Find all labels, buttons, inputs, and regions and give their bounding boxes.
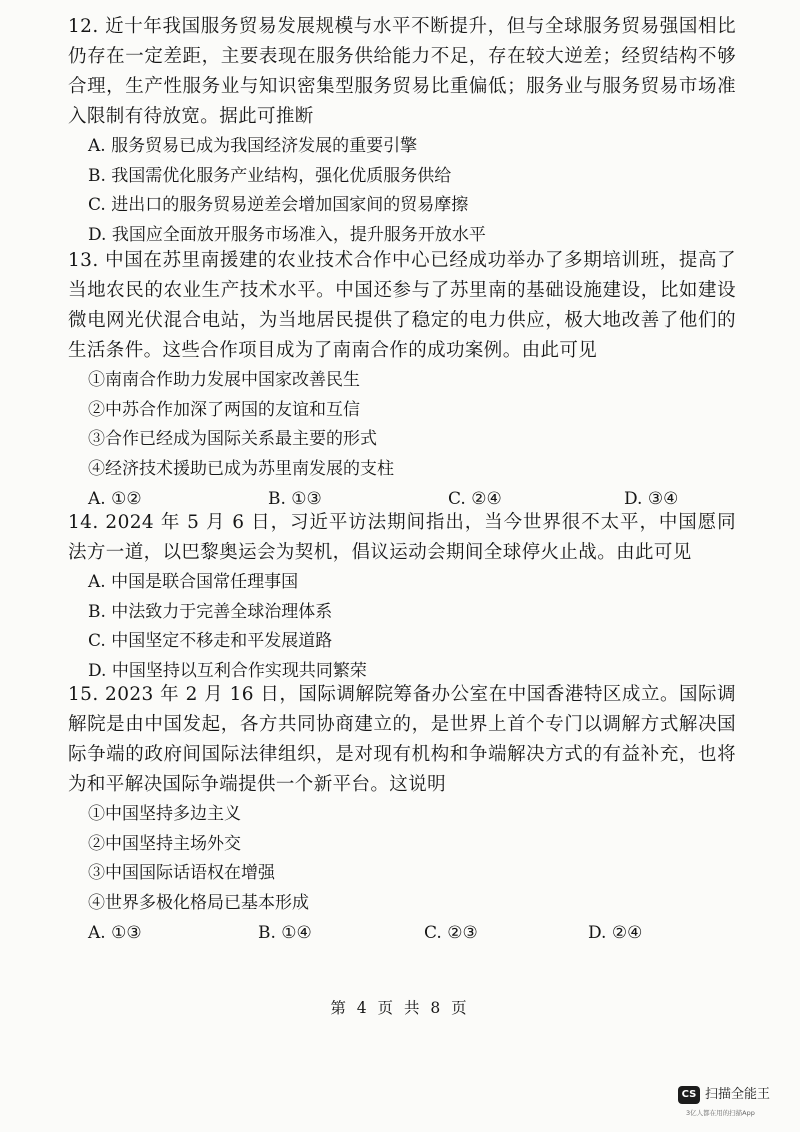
choice-d: D. ②④: [588, 923, 643, 943]
watermark-slogan: 3亿人都在用的扫描App: [686, 1109, 755, 1117]
option-b: B. 中法致力于完善全球治理体系: [88, 601, 333, 622]
scanner-watermark: [678, 1082, 788, 1122]
statement-4: ④世界多极化格局已基本形成: [88, 892, 309, 913]
option-a: A. 服务贸易已成为我国经济发展的重要引擎: [88, 136, 418, 156]
statement-1: ①南南合作助力发展中国家改善民生: [88, 370, 360, 390]
statement-1: ①中国坚持多边主义: [88, 804, 241, 824]
question-stem: 13. 中国在苏里南援建的农业技术合作中心已经成功举办了多期培训班，提高了当地农民的农业生产技术水平。中国还参与了苏里南的基础设施建设，比如建设微电网光伏混合电站，为当地居民提供了稳定的电力供应，极大地改善了他们的生活条件。这些合作项目成为了南南合作的成功案例。由此可见: [68, 250, 736, 361]
option-c: C. 中国坚定不移走和平发展道路: [88, 631, 333, 651]
option-b: B. 我国需优化服务产业结构，强化优质服务供给: [88, 165, 452, 186]
statement-2: ②中国坚持主场外交: [88, 833, 241, 854]
option-d: D. 中国坚持以互利合作实现共同繁荣: [88, 660, 367, 681]
question-stem: 15. 2023 年 2 月 16 日，国际调解院筹备办公室在中国香港特区成立。国际调解院是由中国发起，各方共同协商建立的，是世界上首个专门以调解方式解决国际争端的政府间国际法律组织，是对现有机构和争端解决方式的有益补充，也将为和平解决国际争端提供一个新平台。这说明: [68, 684, 736, 795]
option-a: A. 中国是联合国常任理事国: [88, 572, 299, 592]
page-number: 第 4 页 共 8 页: [330, 999, 470, 1017]
statement-3: ③中国国际话语权在增强: [88, 863, 275, 883]
choice-c: C. ②③: [424, 923, 478, 943]
question-15: [68, 680, 736, 948]
choice-c: C. ②④: [448, 489, 502, 509]
option-d: D. 我国应全面放开服务市场准入，提升服务开放水平: [88, 224, 486, 245]
statement-4: ④经济技术援助已成为苏里南发展的支柱: [88, 458, 394, 479]
answer-choices: [68, 918, 736, 948]
choice-a: A. ①③: [88, 923, 142, 943]
question-13: [68, 246, 736, 514]
statement-3: ③合作已经成为国际关系最主要的形式: [88, 429, 377, 449]
option-c: C. 进出口的服务贸易逆差会增加国家间的贸易摩擦: [88, 195, 469, 215]
question-stem: 14. 2024 年 5 月 6 日，习近平访法期间指出，当今世界很不太平，中国愿同法方一道，以巴黎奥运会为契机，倡议运动会期间全球停火止战。由此可见: [68, 512, 736, 563]
choice-b: B. ①③: [268, 489, 322, 509]
question-stem: 12. 近十年我国服务贸易发展规模与水平不断提升，但与全球服务贸易强国相比仍存在一定差距，主要表现在服务供给能力不足，存在较大逆差；经贸结构不够合理，生产性服务业与知识密集型服务贸易比重偏低；服务业与服务贸易市场准入限制有待放宽。据此可推断: [68, 16, 736, 127]
camscanner-logo-icon: CS: [678, 1086, 700, 1104]
choice-a: A. ①②: [88, 489, 142, 509]
choice-b: B. ①④: [258, 923, 312, 943]
question-12: [68, 12, 736, 250]
watermark-app-name: 扫描全能王: [705, 1087, 771, 1102]
choice-d: D. ③④: [624, 489, 679, 509]
question-14: [68, 508, 736, 686]
statement-2: ②中苏合作加深了两国的友谊和互信: [88, 399, 360, 420]
